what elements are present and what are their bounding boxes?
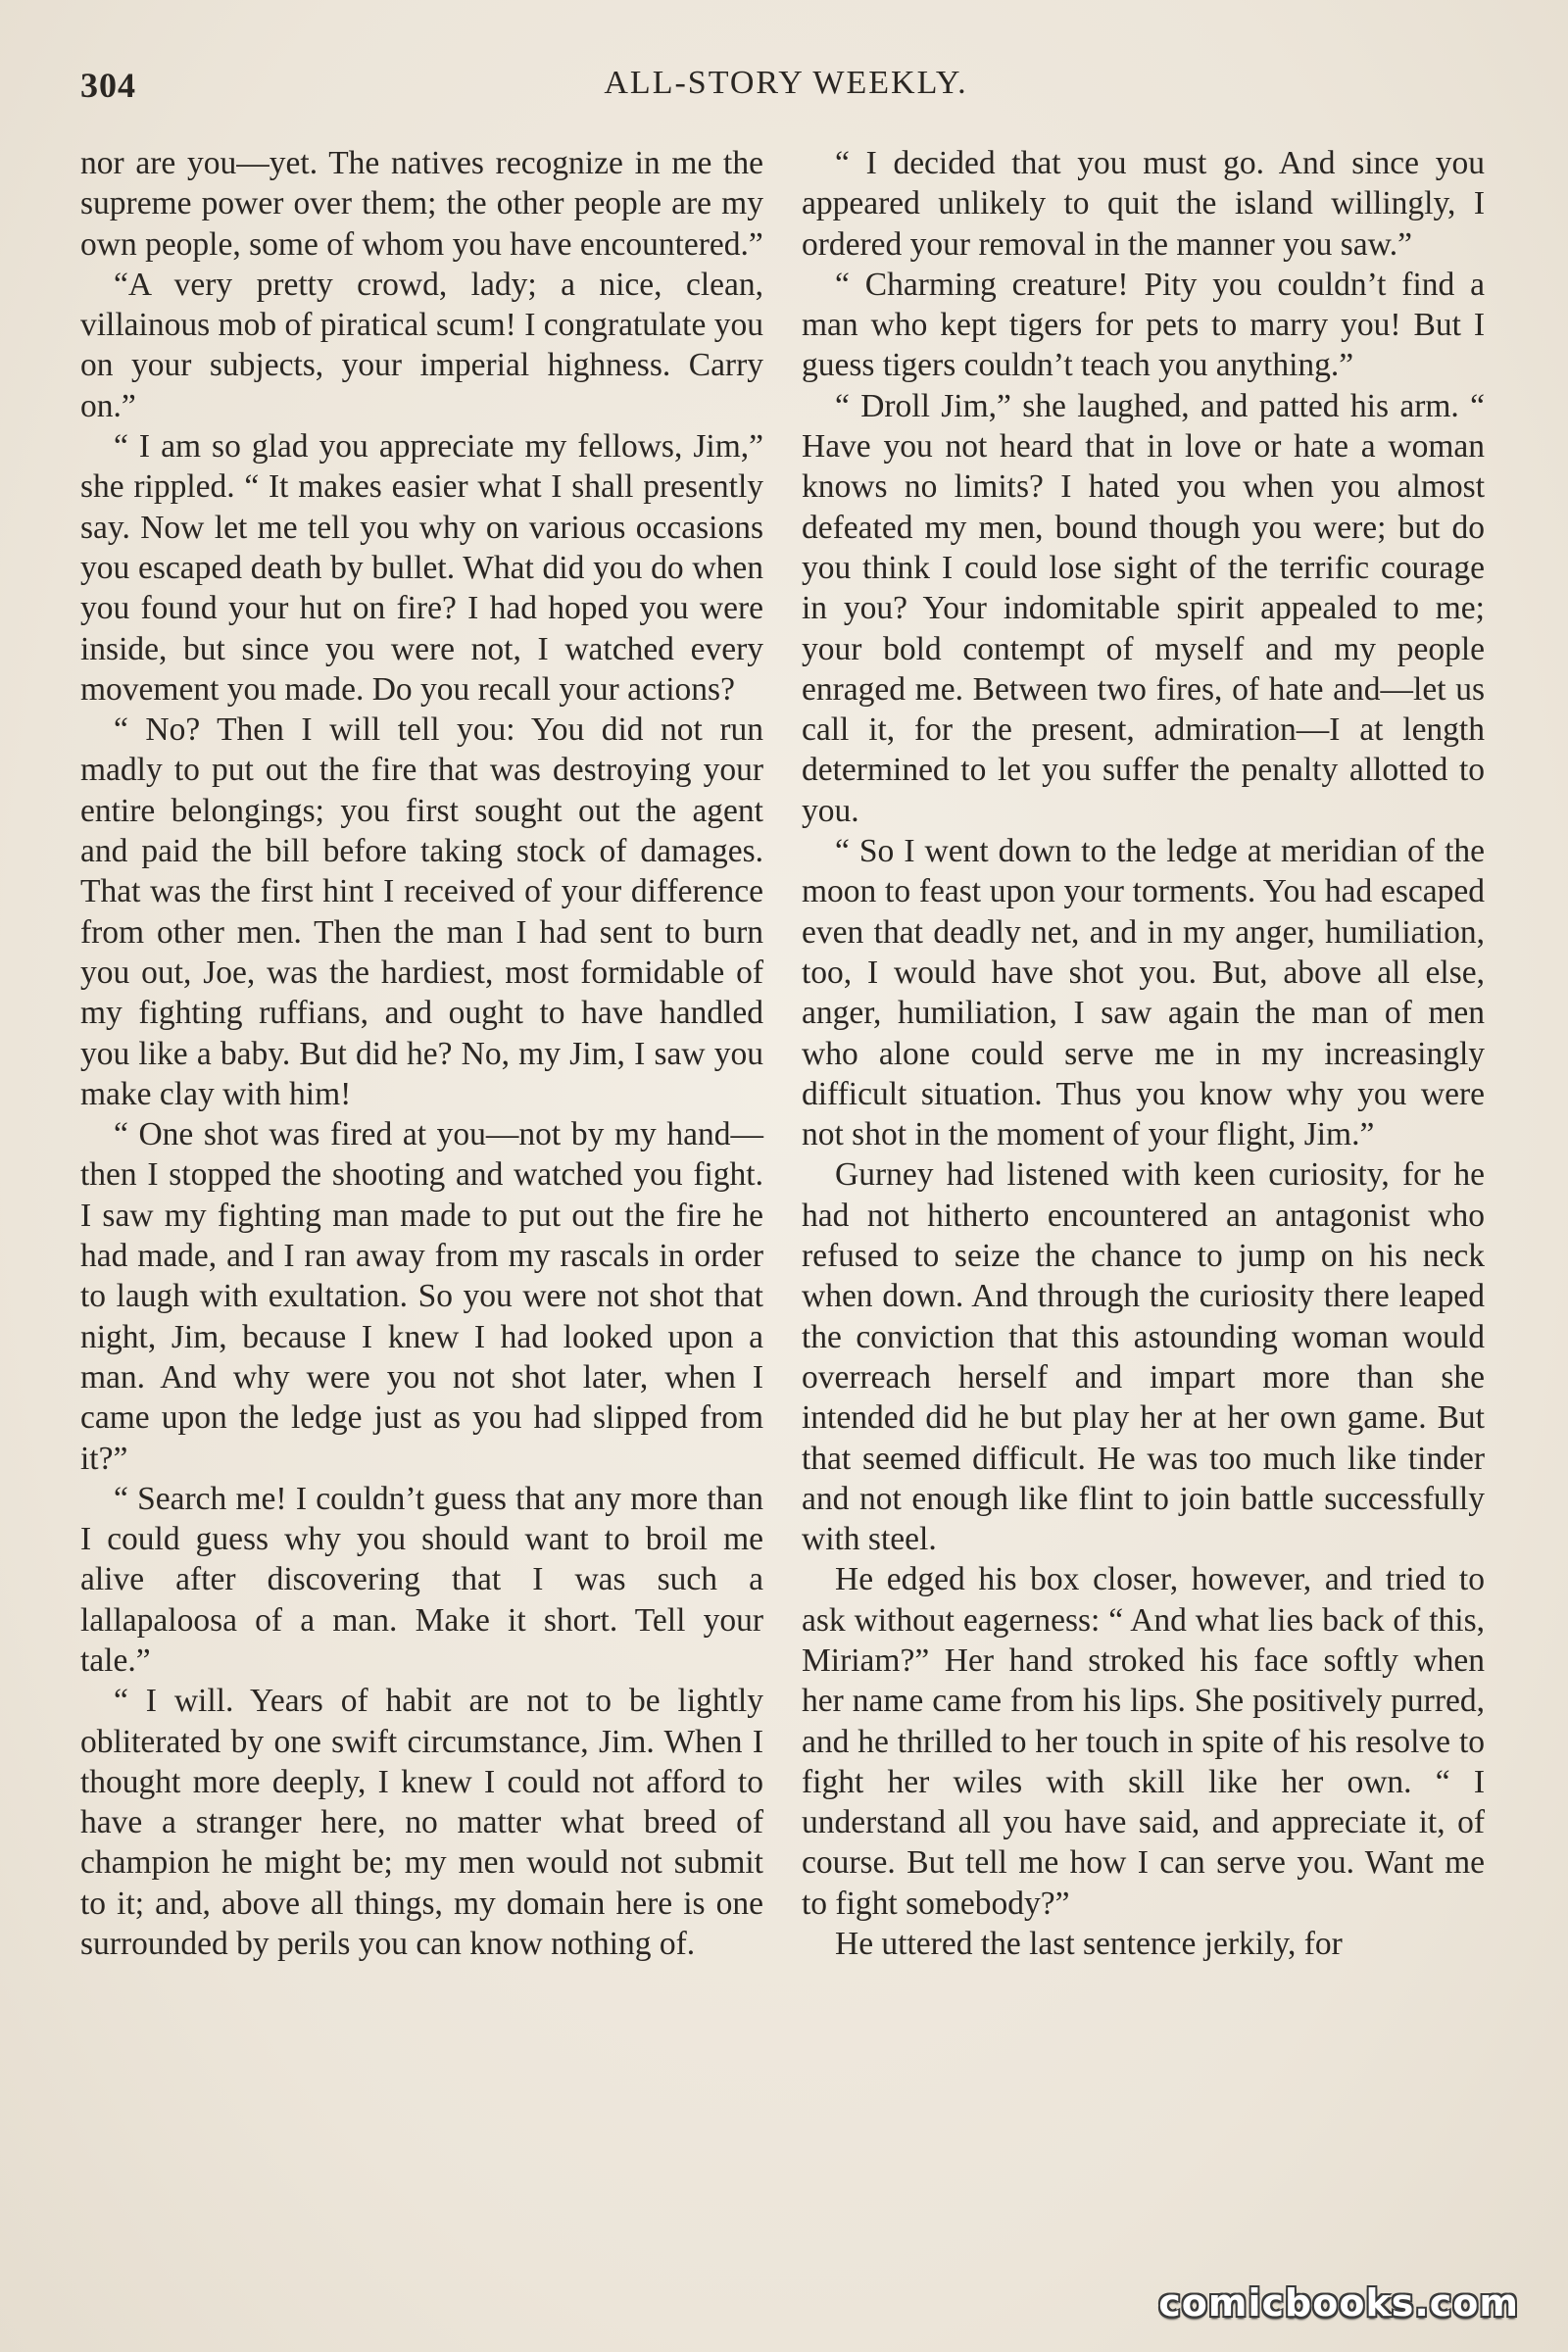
page-header	[80, 65, 1492, 114]
paragraph: “ I decided that you must go. And since you appeared unlikely to quit the island willingly, I ordered your removal in the manner you saw.”	[802, 145, 1485, 263]
paragraph: “ One shot was fired at you—not by my hand—then I stopped the shooting and watched you fight. I saw my fighting man made to put out the fire he had made, and I ran away from my rascals in order to laugh with exultation. So you were not shot that night, Jim, because I knew I had looked upon a man. And why were you not shot later, when I came upon the ledge just as you had slipped from it?”	[80, 1116, 763, 1477]
paragraph: “A very pretty crowd, lady; a nice, clean, villainous mob of piratical scum! I congratulate you on your subjects, your imperial highness. Carry on.”	[80, 266, 763, 424]
left-column	[80, 143, 763, 1964]
page-number: 304	[80, 66, 136, 105]
paragraph: nor are you—yet. The natives recognize in me the supreme power over them; the other people are my own people, some of whom you have encountered.”	[80, 145, 763, 263]
running-title: ALL-STORY WEEKLY.	[604, 65, 968, 101]
paragraph: Gurney had listened with keen curiosity, for he had not hitherto encountered an antagonist who refused to seize the chance to jump on his neck when down. And through the curiosity there leaped the conviction that this astounding woman would overreach herself and impart more than she intended did he but play her at her own game. But that seemed difficult. He was too much like tinder and not enough like flint to join battle successfully with steel.	[802, 1156, 1485, 1558]
paragraph: He edged his box closer, however, and tried to ask without eagerness: “ And what lies back of this, Miriam?” Her hand stroked his face softly when her name came from his lips. She positively purred, and he thrilled to her touch in spite of his resolve to fight her wiles with skill like her own. “ I understand all you have said, and appreciate it, of course. But tell me how I can serve you. Want me to fight somebody?”	[802, 1561, 1485, 1922]
paragraph: “ No? Then I will tell you: You did not run madly to put out the fire that was destroying your entire belongings; you first sought out the agent and paid the bill before taking stock of damages. That was the first hint I received of your difference from other men. Then the man I had sent to burn you out, Joe, was the hardiest, most formidable of my fighting ruffians, and ought to have handled you like a baby. But did he? No, my Jim, I saw you make clay with him!	[80, 711, 763, 1112]
paragraph: “ So I went down to the ledge at meridian of the moon to feast upon your torments. You had escaped even that deadly net, and in my anger, humiliation, too, I would have shot you. But, above all else, anger, humiliation, I saw again the man of men who alone could serve me in my increasingly difficult situation. Thus you know why you were not shot in the moment of your flight, Jim.”	[802, 833, 1485, 1153]
watermark-logo: comicbooks.com	[1158, 2281, 1519, 2325]
paragraph: He uttered the last sentence jerkily, for	[835, 1926, 1343, 1963]
paragraph: “ Droll Jim,” she laughed, and patted his arm. “ Have you not heard that in love or hate a woman knows no limits? I hated you when you almost defeated my men, bound though you were; but do you think I could lose sight of the terrific courage in you? Your indomitable spirit appealed to me; your bold contempt of myself and my people enraged me. Between two fires, of hate and—let us call it, for the present, admiration—I at length determined to let you suffer the penalty allotted to you.	[802, 387, 1485, 829]
right-column	[802, 143, 1485, 1964]
paragraph: “ Charming creature! Pity you couldn’t find a man who kept tigers for pets to marry you! But I guess tigers couldn’t teach you anything.”	[802, 266, 1485, 384]
paragraph: “ Search me! I couldn’t guess that any more than I could guess why you should want to broil me alive after discovering that I was such a lallapaloosa of a man. Make it short. Tell your tale.”	[80, 1480, 763, 1679]
paragraph: “ I will. Years of habit are not to be lightly obliterated by one swift circumstance, Jim. When I thought more deeply, I knew I could not afford to have a stranger here, no matter what breed of champion he might be; my men would not submit to it; and, above all things, my domain here is one surrounded by perils you can know nothing of.	[80, 1683, 763, 1963]
paragraph: “ I am so glad you appreciate my fellows, Jim,” she rippled. “ It makes easier what I shall presently say. Now let me tell you why on various occasions you escaped death by bullet. What did you do when you found your hut on fire? I had hoped you were inside, but since you were not, I watched every movement you made. Do you recall your actions?	[80, 428, 763, 708]
